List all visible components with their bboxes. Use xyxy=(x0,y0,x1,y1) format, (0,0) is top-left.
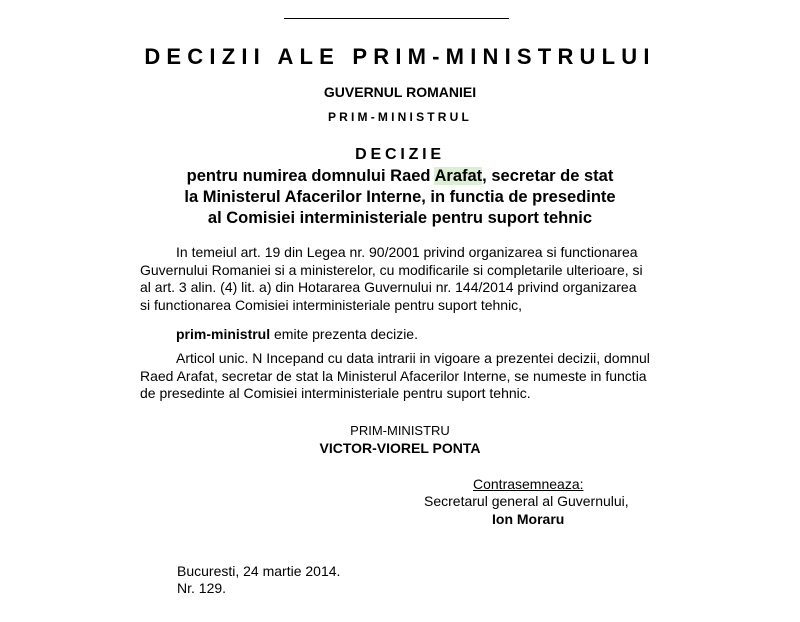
decision-title: DECIZIE xyxy=(355,146,445,163)
issuer-line xyxy=(140,326,665,344)
signatory-role: PRIM-MINISTRU xyxy=(350,423,450,438)
legal-basis-line: In temeiul art. 19 din Legea nr. 90/2001 privind organizarea si functionarea xyxy=(176,244,638,260)
subject-line-1-start: pentru numirea domnului Raed xyxy=(186,167,435,185)
countersign-label: Contrasemneaza: xyxy=(473,476,584,492)
decision-subject xyxy=(0,166,800,229)
article-line: Articol unic. N Incepand cu data intrarii in vigoare a prezentei decizii, domnul xyxy=(176,350,650,366)
place-and-date: Bucuresti, 24 martie 2014. xyxy=(177,563,341,579)
article-paragraph xyxy=(140,350,665,403)
legal-basis-line: si functionarea Comisiei interministeriale pentru suport tehnic, xyxy=(140,296,523,313)
legal-basis-paragraph xyxy=(140,244,665,314)
subject-line-1-end: , secretar de stat xyxy=(482,167,614,185)
article-line: de presedinte al Comisiei interministeriale pentru suport tehnic. xyxy=(140,385,531,401)
subject-line-3: al Comisiei interministeriale pentru suport tehnic xyxy=(207,209,593,227)
subject-line-2: la Ministerul Afacerilor Interne, in functia de presedinte xyxy=(184,188,616,206)
legal-basis-line: al art. 3 alin. (4) lit. a) din Hotararea Guvernului nr. 144/2014 privind organizarea xyxy=(140,279,637,295)
document-number: Nr. 129. xyxy=(177,580,227,596)
highlighted-name: Arafat xyxy=(434,167,483,185)
government-name: GUVERNUL ROMANIEI xyxy=(323,84,477,100)
article-line: Raed Arafat, secretar de stat la Ministerul Afacerilor Interne, se numeste in functia xyxy=(140,367,647,384)
main-title: DECIZII ALE PRIM-MINISTRULUI xyxy=(144,44,656,69)
prime-minister-heading: PRIM-MINISTRUL xyxy=(327,110,473,124)
issuer-paragraph xyxy=(140,326,665,344)
signatory-name: VICTOR-VIOREL PONTA xyxy=(319,440,481,456)
legal-basis-line: Guvernului Romaniei si a ministerelor, cu modificarile si completarile ulterioare, si xyxy=(140,261,643,278)
issuer-bold: prim-ministrul xyxy=(176,326,271,342)
top-separator-line xyxy=(284,18,509,19)
subject-line-1 xyxy=(0,166,800,187)
countersign-role: Secretarul general al Guvernului, xyxy=(424,493,629,509)
issuer-rest: emite prezenta decizie. xyxy=(270,326,418,342)
countersign-name: Ion Moraru xyxy=(492,511,565,527)
